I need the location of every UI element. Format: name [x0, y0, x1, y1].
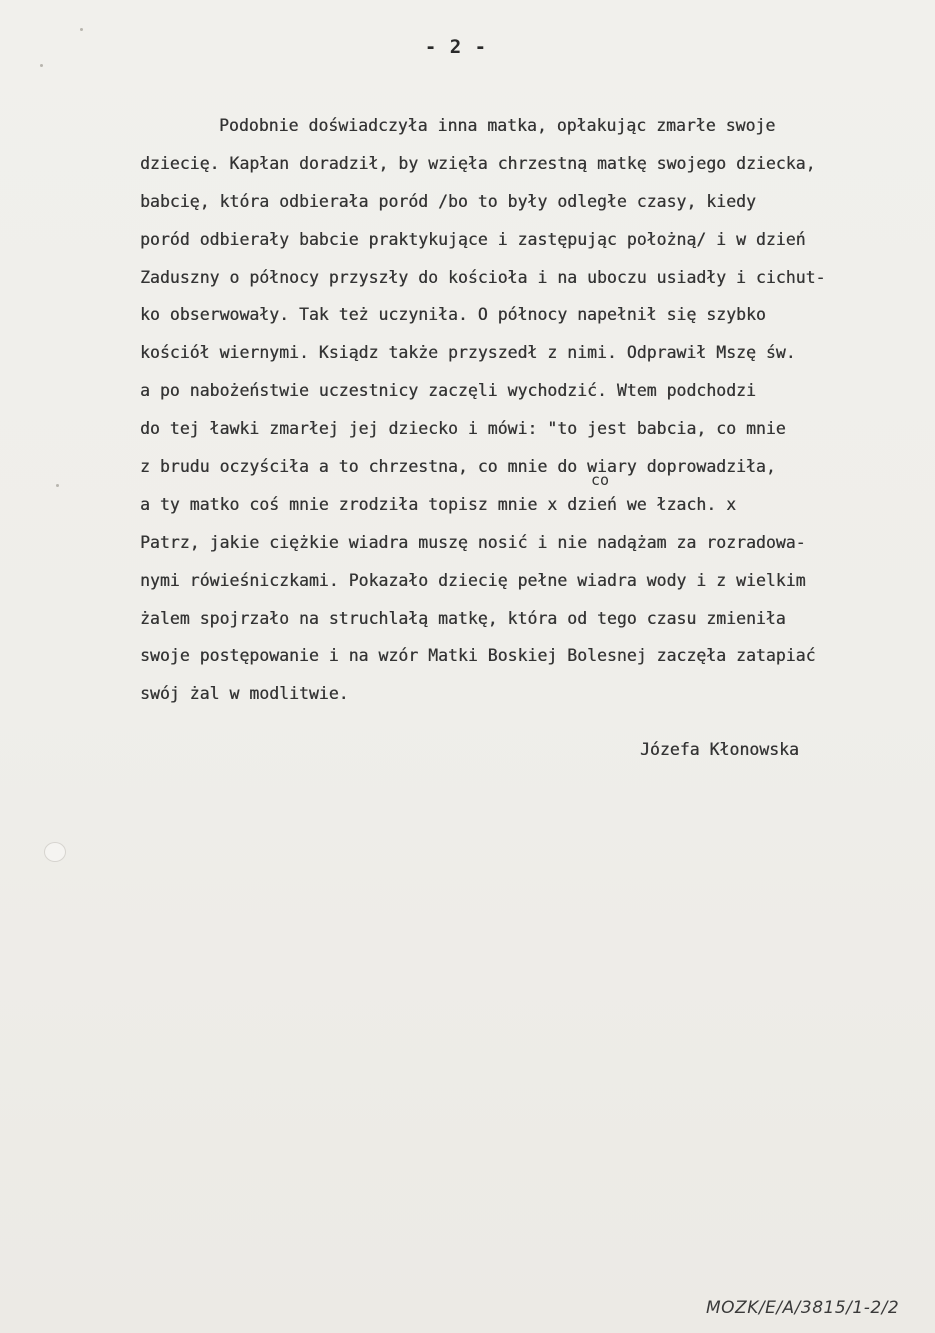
paper-speck — [40, 64, 43, 67]
archive-reference: MOZK/E/A/3815/1-2/2 — [706, 1298, 900, 1318]
text-line: poród odbierały babcie praktykujące i zastępując położną/ i w dzień — [140, 229, 806, 249]
text-line: a po nabożeństwie uczestnicy zaczęli wychodzić. Wtem podchodzi — [140, 381, 756, 401]
paper-speck — [80, 28, 83, 31]
text-line: Patrz, jakie ciężkie wiadra muszę nosić i nie nadążam za rozradowa- — [140, 532, 806, 552]
text-line: a ty matko coś mnie zrodziła topisz mnie x dzień we łzach. x — [140, 494, 737, 514]
text-line: nymi rówieśniczkami. Pokazało dziecię pełne wiadra wody i z wielkim — [140, 570, 806, 590]
text-line: kościół wiernymi. Ksiądz także przyszedł z nimi. Odprawił Mszę św. — [140, 343, 796, 363]
text-line: Zaduszny o północy przyszły do kościoła i na uboczu usiadły i cichut- — [140, 267, 826, 287]
typed-insertion: co — [591, 471, 610, 489]
signature: Józefa Kłonowska — [640, 740, 799, 759]
body-text — [140, 112, 920, 718]
text-line: dziecię. Kapłan doradził, by wzięła chrzestną matkę swojego dziecka, — [140, 153, 816, 173]
text-line: do tej ławki zmarłej jej dziecko i mówi: "to jest babcia, co mnie — [140, 419, 786, 439]
paper-speck — [56, 484, 59, 487]
text-line: ko obserwowały. Tak też uczyniła. O północy napełnił się szybko — [140, 305, 766, 325]
text-line: swój żal w modlitwie. — [140, 684, 349, 704]
text-line: babcię, która odbierała poród /bo to były odległe czasy, kiedy — [140, 191, 756, 211]
text-line: swoje postępowanie i na wzór Matki Boskiej Bolesnej zaczęła zatapiać — [140, 646, 816, 666]
text-line: żalem spojrzało na struchlałą matkę, która od tego czasu zmieniła — [140, 608, 786, 628]
punch-hole — [44, 842, 66, 862]
text-line: z brudu oczyściła a to chrzestna, co mnie do wiary doprowadziła, — [140, 457, 776, 477]
page-number: - 2 - — [424, 36, 488, 58]
text-line: Podobnie doświadczyła inna matka, opłakując zmarłe swoje — [219, 116, 776, 135]
